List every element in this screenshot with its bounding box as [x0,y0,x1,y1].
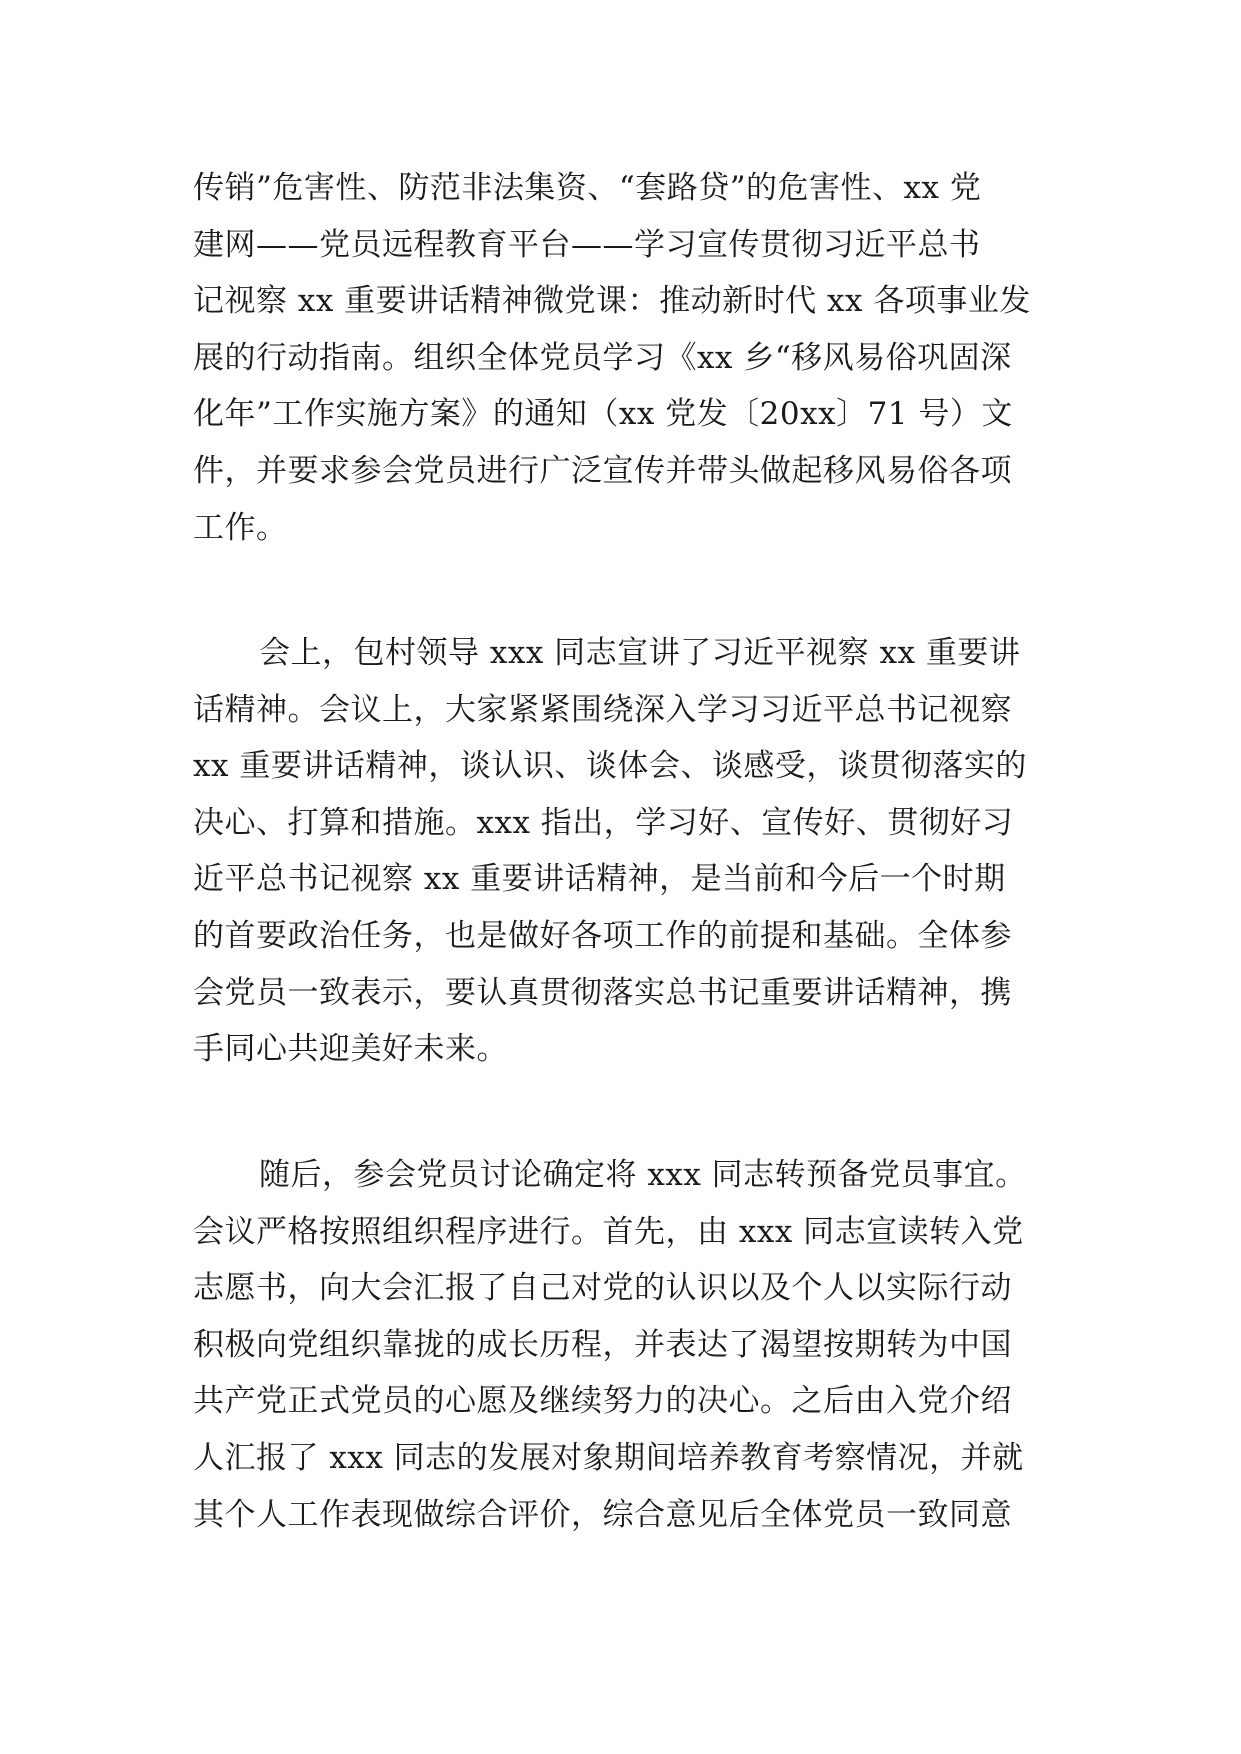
text-line: 展的行动指南。组织全体党员学习《xx 乡“移风易俗巩固深 [193,339,1012,376]
paragraph-member-transfer [193,1147,1073,1543]
text-line: 记视察 xx 重要讲话精神微党课：推动新时代 xx 各项事业发 [193,283,1031,320]
paragraph-meeting-speech [193,625,1073,1078]
text-line: 其个人工作表现做综合评价，综合意见后全体党员一致同意 [193,1496,1012,1533]
text-line: 建网——党员远程教育平台——学习宣传贯彻习近平总书 [193,226,981,263]
text-line: 会上，包村领导 xxx 同志宣讲了习近平视察 xx 重要讲 [259,635,1021,671]
text-line: 随后，参会党员讨论确定将 xxx 同志转预备党员事宜。 [259,1157,1027,1193]
text-line: xx 重要讲话精神，谈认识、谈体会、谈感受，谈贯彻落实的 [193,748,1027,785]
paragraph-meeting-materials [193,160,1073,556]
text-line: 件，并要求参会党员进行广泛宣传并带头做起移风易俗各项 [193,452,1012,489]
text-line: 会党员一致表示，要认真贯彻落实总书记重要讲话精神，携 [193,974,1012,1011]
text-line: 志愿书，向大会汇报了自己对党的认识以及个人以实际行动 [193,1270,1012,1307]
text-line: 手同心共迎美好未来。 [193,1031,508,1068]
text-line: 传销”危害性、防范非法集资、“套路贷”的危害性、xx 党 [193,170,982,206]
text-line: 的首要政治任务，也是做好各项工作的前提和基础。全体参 [193,917,1012,954]
text-line: 共产党正式党员的心愿及继续努力的决心。之后由入党介绍 [193,1383,1012,1420]
text-line: 决心、打算和措施。xxx 指出，学习好、宣传好、贯彻好习 [193,804,1014,841]
text-line: 人汇报了 xxx 同志的发展对象期间培养教育考察情况，并就 [193,1439,1024,1476]
text-line: 工作。 [193,509,288,546]
text-line: 会议严格按照组织程序进行。首先，由 xxx 同志宣读转入党 [193,1213,1024,1250]
text-line: 话精神。会议上，大家紧紧围绕深入学习习近平总书记视察 [193,691,1012,728]
text-line: 积极向党组织靠拢的成长历程，并表达了渴望按期转为中国 [193,1326,1012,1363]
text-line: 化年”工作实施方案》的通知（xx 党发〔20xx〕71 号）文 [193,396,1013,433]
text-line: 近平总书记视察 xx 重要讲话精神，是当前和今后一个时期 [193,861,1006,898]
